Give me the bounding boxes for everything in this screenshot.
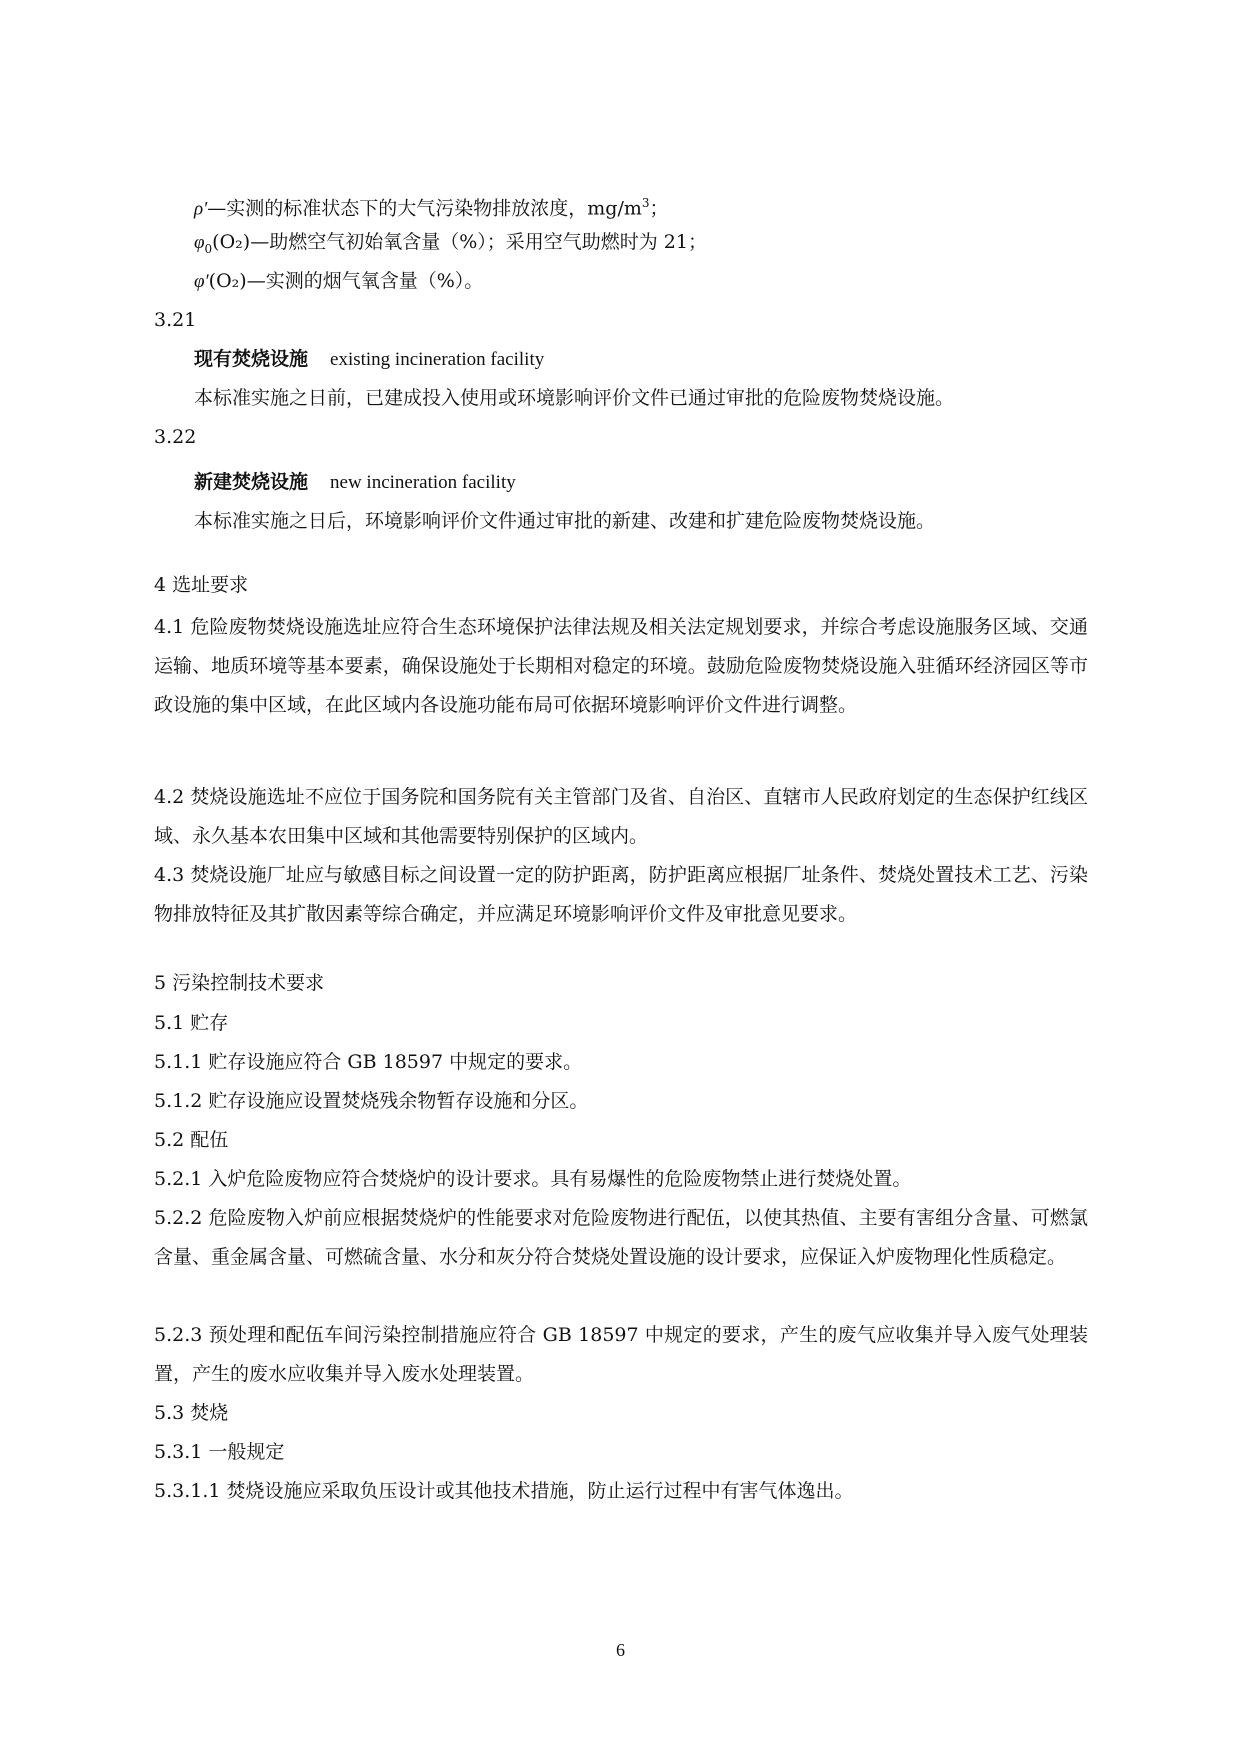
symbol-phi-prime: φ′ <box>194 271 209 292</box>
clause-4-3: 4.3 焚烧设施厂址应与敏感目标之间设置一定的防护距离，防护距离应根据厂址条件、焚烧处置技术工艺、污染物排放特征及其扩散因素等综合确定，并应满足环境影响评价文件及审批意见要求。 <box>154 864 1088 925</box>
term-name-zh: 现有焚烧设施 <box>194 348 309 370</box>
clause-5-1-2: 5.1.2 贮存设施应设置焚烧残余物暂存设施和分区。 <box>154 1090 589 1112</box>
definition-tail: ； <box>649 197 669 220</box>
clause-5-2-3: 5.2.3 预处理和配伍车间污染控制措施应符合 GB 18597 中规定的要求，产生的废气应收集并导入废气处理装置，产生的废水应收集并导入废水处理装置。 <box>154 1324 1088 1385</box>
definition-rho-prime <box>194 190 669 222</box>
subsection-heading: 5.2 配伍 <box>154 1129 229 1151</box>
definition-phi-zero <box>194 229 707 262</box>
clause-5-2-1: 5.2.1 入炉危险废物应符合焚烧炉的设计要求。具有易爆性的危险废物禁止进行焚烧处置。 <box>154 1168 912 1190</box>
subsection-heading: 5.3 焚烧 <box>154 1402 229 1424</box>
symbol-paren: (O₂) <box>212 231 251 253</box>
term-number: 3.22 <box>154 426 197 448</box>
term-name-en: existing incineration facility <box>330 349 545 370</box>
symbol-subscript: 0 <box>204 241 213 256</box>
symbol-phi: φ <box>194 232 205 253</box>
definition-text: —助燃空气初始氧含量（%）；采用空气助燃时为 21； <box>250 231 707 253</box>
section-heading: 4 选址要求 <box>154 574 249 596</box>
clause-5-3-1-1: 5.3.1.1 焚烧设施应采取负压设计或其他技术措施，防止运行过程中有害气体逸出。 <box>154 1480 854 1502</box>
term-title <box>194 346 544 373</box>
term-name-zh: 新建焚烧设施 <box>194 471 309 493</box>
page-number: 6 <box>616 1640 625 1660</box>
unit-superscript: 3 <box>641 196 650 210</box>
definition-text: —实测的烟气氧含量（%）。 <box>246 270 484 292</box>
term-number: 3.21 <box>154 309 197 331</box>
term-title <box>194 469 516 496</box>
term-definition: 本标准实施之日后，环境影响评价文件通过审批的新建、改建和扩建危险废物焚烧设施。 <box>194 510 936 532</box>
definition-phi-prime <box>194 268 483 295</box>
term-definition: 本标准实施之日前，已建成投入使用或环境影响评价文件已通过审批的危险废物焚烧设施。 <box>194 387 955 409</box>
symbol-rho-prime: ρ′ <box>194 198 208 220</box>
clause-5-2-2: 5.2.2 危险废物入炉前应根据焚烧炉的性能要求对危险废物进行配伍，以使其热值、主要有害组分含量、可燃氯含量、重金属含量、可燃硫含量、水分和灰分符合焚烧处置设施的设计要求，应保证入炉废物理化性质稳定。 <box>154 1207 1088 1268</box>
symbol-paren: (O₂) <box>208 270 247 292</box>
clause-5-1-1: 5.1.1 贮存设施应符合 GB 18597 中规定的要求。 <box>154 1051 583 1073</box>
subsubsection-heading: 5.3.1 一般规定 <box>154 1441 285 1463</box>
clause-4-2: 4.2 焚烧设施选址不应位于国务院和国务院有关主管部门及省、自治区、直辖市人民政府划定的生态保护红线区域、永久基本农田集中区域和其他需要特别保护的区域内。 <box>154 786 1088 847</box>
clause-4-1: 4.1 危险废物焚烧设施选址应符合生态环境保护法律法规及相关法定规划要求，并综合考虑设施服务区域、交通运输、地质环境等基本要素，确保设施处于长期相对稳定的环境。鼓励危险废物焚烧设施入驻循环经济园区等市政设施的集中区域，在此区域内各设施功能布局可依据环境影响评价文件进行调整。 <box>154 616 1088 716</box>
definition-text: —实测的标准状态下的大气污染物排放浓度，mg/m <box>207 197 642 220</box>
section-heading: 5 污染控制技术要求 <box>154 972 325 994</box>
subsection-heading: 5.1 贮存 <box>154 1012 229 1034</box>
term-name-en: new incineration facility <box>330 472 516 493</box>
